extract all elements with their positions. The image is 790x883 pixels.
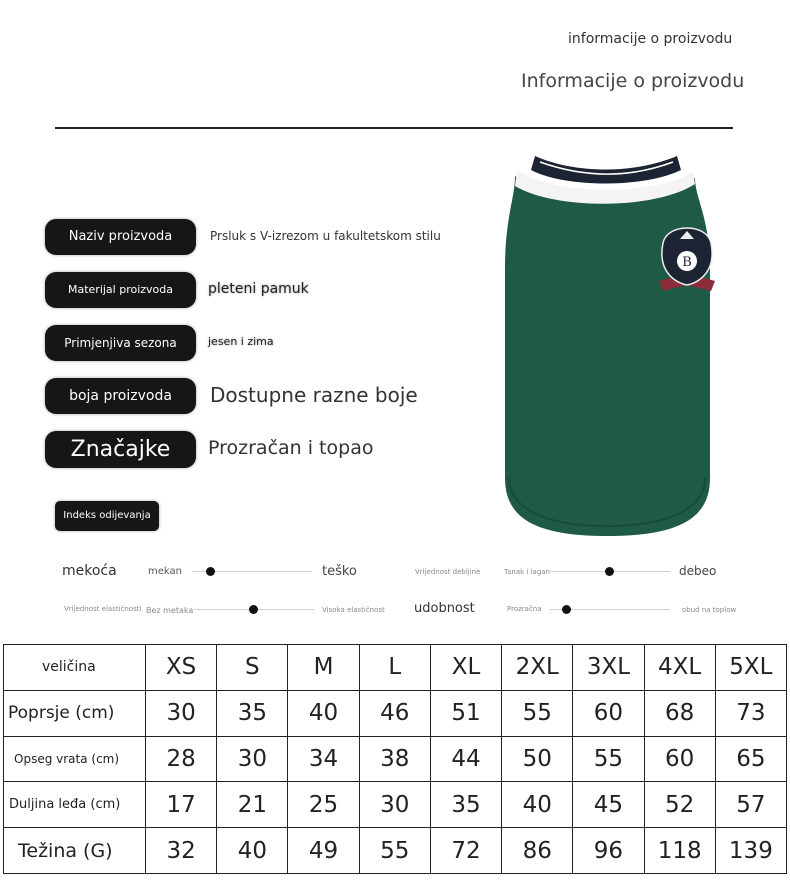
- comfort-left-label: Prozračna: [507, 605, 542, 613]
- product-color-value: Dostupne razne boje: [210, 383, 418, 407]
- size-header-cell: 3XL: [573, 645, 644, 691]
- product-name-value: Prsluk s V-izrezom u fakultetskom stilu: [210, 229, 441, 243]
- product-color-label: boja proizvoda: [45, 378, 196, 414]
- softness-knob: [206, 567, 215, 576]
- thickness-label: Vrijednost debljine: [415, 568, 481, 576]
- table-cell: 17: [146, 782, 217, 828]
- comfort-knob: [562, 605, 571, 614]
- table-cell: 46: [359, 690, 430, 736]
- table-cell: 25: [288, 782, 359, 828]
- table-cell: 65: [715, 736, 786, 782]
- size-header-cell: 4XL: [644, 645, 715, 691]
- table-cell: 30: [146, 690, 217, 736]
- table-cell: 40: [217, 828, 288, 874]
- size-header-cell: S: [217, 645, 288, 691]
- product-name-label: Naziv proizvoda: [45, 219, 196, 255]
- table-cell: 32: [146, 828, 217, 874]
- header-title: Informacije o proizvodu: [521, 70, 745, 92]
- comfort-label: udobnost: [414, 601, 475, 616]
- header-divider: [55, 127, 733, 129]
- table-cell: 28: [146, 736, 217, 782]
- thickness-left-label: Tanak i lagan: [504, 568, 550, 576]
- table-cell: 68: [644, 690, 715, 736]
- svg-text:B: B: [682, 255, 692, 270]
- crest-badge-icon: [659, 228, 715, 291]
- softness-label: mekoća: [62, 563, 117, 579]
- elasticity-left-label: Bez metaka: [146, 606, 194, 615]
- size-header-cell: XL: [430, 645, 501, 691]
- row-label: Težina (G): [4, 828, 146, 874]
- table-cell: 50: [502, 736, 573, 782]
- table-cell: 49: [288, 828, 359, 874]
- table-cell: 35: [430, 782, 501, 828]
- product-season-value: jesen i zima: [208, 335, 274, 348]
- softness-left-label: mekan: [148, 566, 182, 577]
- table-cell: 60: [573, 690, 644, 736]
- product-material-value: pleteni pamuk: [208, 281, 309, 297]
- header-small-title: informacije o proizvodu: [568, 31, 733, 47]
- size-header-cell: 5XL: [715, 645, 786, 691]
- size-header-cell: 2XL: [502, 645, 573, 691]
- elasticity-right-label: Visoka elastičnost: [322, 606, 385, 614]
- table-cell: 38: [359, 736, 430, 782]
- table-row: [4, 736, 787, 782]
- product-season-label: Primjenjiva sezona: [45, 325, 196, 361]
- table-cell: 44: [430, 736, 501, 782]
- table-cell: 86: [502, 828, 573, 874]
- row-label: Duljina leđa (cm): [4, 782, 146, 828]
- thickness-right-label: debeo: [679, 564, 717, 578]
- table-cell: 55: [359, 828, 430, 874]
- table-cell: 21: [217, 782, 288, 828]
- elasticity-label: Vrijednost elastičnosti: [64, 605, 142, 613]
- size-table: [3, 644, 787, 874]
- size-header-cell: XS: [146, 645, 217, 691]
- table-cell: 40: [502, 782, 573, 828]
- table-cell: 73: [715, 690, 786, 736]
- table-header-row: [4, 645, 787, 691]
- row-label: Poprsje (cm): [4, 690, 146, 736]
- table-cell: 45: [573, 782, 644, 828]
- table-cell: 35: [217, 690, 288, 736]
- table-cell: 51: [430, 690, 501, 736]
- product-material-label: Materijal proizvoda: [45, 272, 196, 308]
- table-cell: 52: [644, 782, 715, 828]
- table-cell: 30: [359, 782, 430, 828]
- table-cell: 55: [573, 736, 644, 782]
- product-features-value: Prozračan i topao: [208, 437, 374, 459]
- table-cell: 34: [288, 736, 359, 782]
- softness-right-label: teško: [322, 564, 357, 579]
- table-row: [4, 690, 787, 736]
- table-cell: 30: [217, 736, 288, 782]
- table-cell: 118: [644, 828, 715, 874]
- elasticity-knob: [249, 605, 258, 614]
- clothing-index-button[interactable]: Indeks odijevanja: [55, 501, 159, 531]
- table-cell: 57: [715, 782, 786, 828]
- size-header-label: veličina: [4, 645, 146, 691]
- table-cell: 96: [573, 828, 644, 874]
- row-label: Opseg vrata (cm): [4, 736, 146, 782]
- table-cell: 40: [288, 690, 359, 736]
- table-cell: 72: [430, 828, 501, 874]
- comfort-right-label: obud na toplow: [682, 606, 737, 614]
- thickness-knob: [605, 567, 614, 576]
- table-cell: 139: [715, 828, 786, 874]
- size-header-cell: M: [288, 645, 359, 691]
- table-row: [4, 782, 787, 828]
- sweater-image: [495, 148, 720, 543]
- product-features-label: Značajke: [45, 431, 196, 468]
- table-row: [4, 828, 787, 874]
- table-cell: 60: [644, 736, 715, 782]
- table-cell: 55: [502, 690, 573, 736]
- size-header-cell: L: [359, 645, 430, 691]
